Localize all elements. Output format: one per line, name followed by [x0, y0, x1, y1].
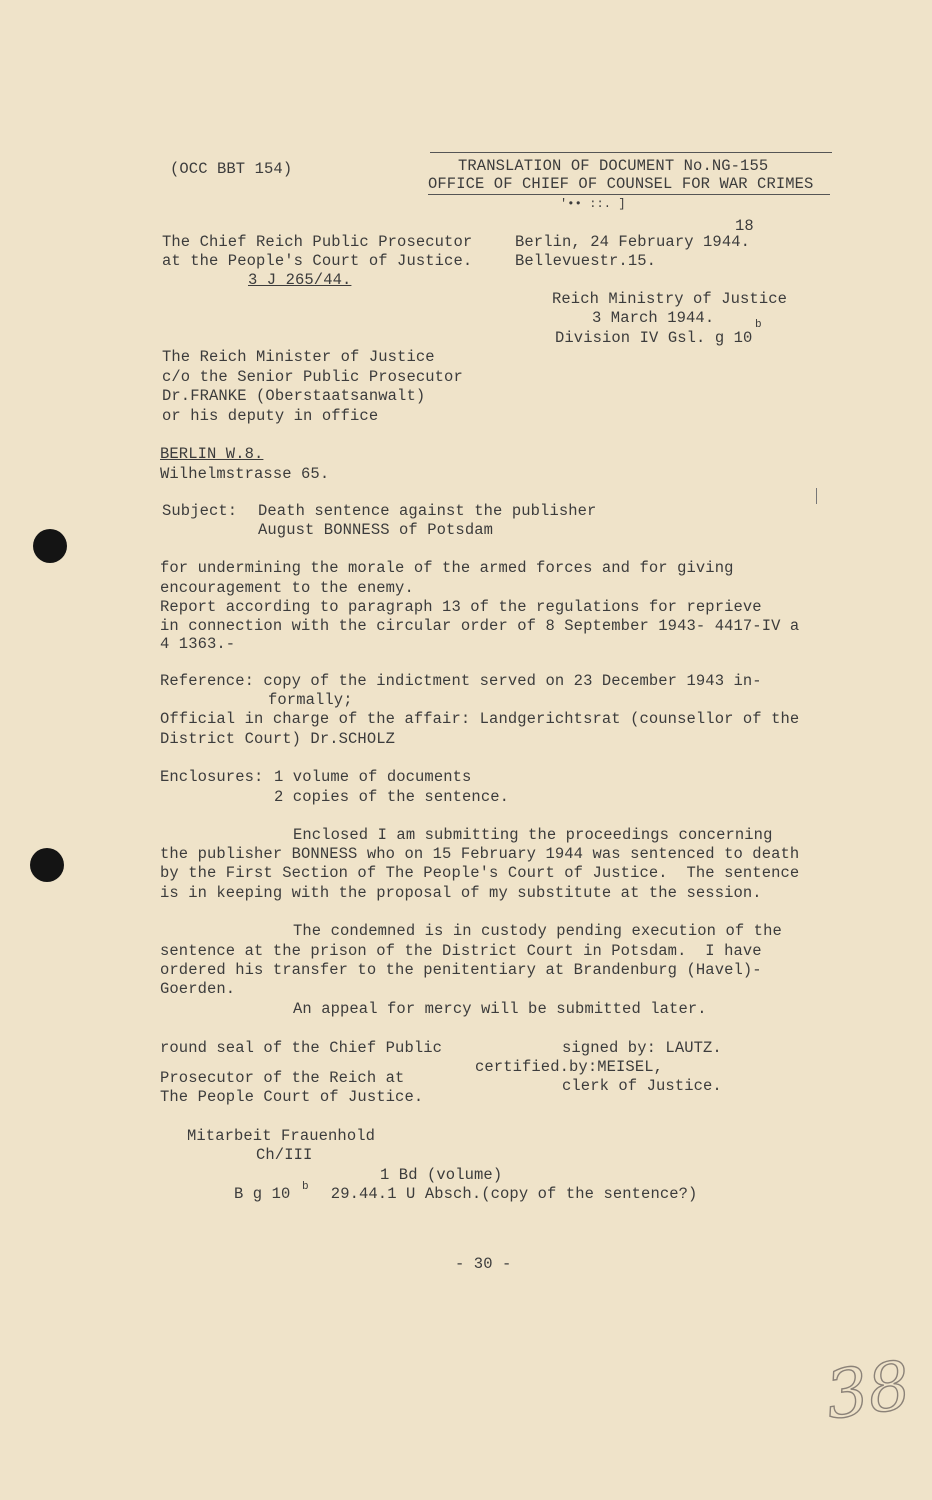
reference-line-2: formally; — [268, 691, 353, 709]
body-p3-line-2: sentence at the prison of the District Court in Potsdam. I have — [160, 942, 762, 960]
body-p2-line-1: Enclosed I am submitting the proceedings concerning — [293, 826, 773, 844]
margin-mark — [816, 488, 817, 504]
note-bg-rest: 29.44.1 U Absch.(copy of the sentence?) — [312, 1185, 698, 1203]
sender-street: Bellevuestr.15. — [515, 252, 657, 270]
header-top-rule — [430, 152, 832, 153]
sender-line-2: at the People's Court of Justice. — [162, 252, 473, 270]
stamp-marks: '•• ::. ] — [560, 197, 626, 211]
body-p2-line-4: is in keeping with the proposal of my substitute at the session. — [160, 884, 762, 902]
body-p1-line-5: 4 1363.- — [160, 635, 236, 653]
signed-by: signed by: LAUTZ. — [562, 1039, 722, 1057]
recipient-street: Wilhelmstrasse 65. — [160, 465, 330, 483]
punch-hole-bottom — [30, 848, 64, 882]
body-p3-line-3: ordered his transfer to the penitentiary at Brandenburg (Havel)- — [160, 961, 762, 979]
subject-line-1: Death sentence against the publisher — [258, 502, 597, 520]
body-p3-line-4: Goerden. — [160, 980, 236, 998]
file-reference: 3 J 265/44. — [248, 271, 352, 289]
ministry-stamp-line-2: 3 March 1944. — [592, 309, 715, 327]
seal-line-1: round seal of the Chief Public — [160, 1039, 443, 1057]
note-bd: 1 Bd (volume) — [380, 1166, 503, 1184]
page-number: - 30 - — [455, 1255, 512, 1273]
day-note: 18 — [735, 217, 754, 235]
body-p3-line-1: The condemned is in custody pending execution of the — [293, 922, 782, 940]
ministry-stamp-line-1: Reich Ministry of Justice — [552, 290, 788, 308]
body-p2-line-3: by the First Section of The People's Court of Justice. The sentence — [160, 864, 800, 882]
ministry-stamp-line-3: Division IV Gsl. g 10 — [555, 329, 753, 347]
note-mitarbeit: Mitarbeit Frauenhold — [187, 1127, 376, 1145]
reference-line-1: Reference: copy of the indictment served on 23 December 1943 in- — [160, 672, 762, 690]
seal-line-3: The People Court of Justice. — [160, 1088, 424, 1106]
body-p1-line-4: in connection with the circular order of 8 September 1943- 4417-IV a — [160, 617, 800, 635]
occ-code: (OCC BBT 154) — [170, 160, 293, 178]
sender-line-1: The Chief Reich Public Prosecutor — [162, 233, 473, 251]
official-line-1: Official in charge of the affair: Landgerichtsrat (counsellor of the — [160, 710, 800, 728]
recipient-line-3: Dr.FRANKE (Oberstaatsanwalt) — [162, 387, 426, 405]
recipient-line-1: The Reich Minister of Justice — [162, 348, 435, 366]
note-bg-prefix: B g 10 — [234, 1185, 291, 1203]
clerk-of-justice: clerk of Justice. — [562, 1077, 722, 1095]
enclosure-1: 1 volume of documents — [274, 768, 472, 786]
body-p1-line-3: Report according to paragraph 13 of the regulations for reprieve — [160, 598, 762, 616]
note-ch: Ch/III — [256, 1146, 313, 1164]
recipient-city: BERLIN W.8. — [160, 445, 264, 463]
recipient-line-4: or his deputy in office — [162, 407, 379, 425]
certified-by: certified.by:MEISEL, — [475, 1058, 664, 1076]
translation-line: TRANSLATION OF DOCUMENT No.NG-155 — [458, 157, 769, 175]
office-line: OFFICE OF CHIEF OF COUNSEL FOR WAR CRIMES — [428, 175, 814, 193]
subject-line-2: August BONNESS of Potsdam — [258, 521, 494, 539]
ministry-stamp-superscript: b — [755, 319, 762, 331]
body-p1-line-1: for undermining the morale of the armed forces and for giving — [160, 559, 734, 577]
body-p4: An appeal for mercy will be submitted later. — [293, 1000, 707, 1018]
enclosure-2: 2 copies of the sentence. — [274, 788, 510, 806]
enclosures-label: Enclosures: — [160, 768, 264, 786]
header-bottom-rule — [428, 194, 830, 195]
seal-line-2: Prosecutor of the Reich at — [160, 1069, 405, 1087]
place-date: Berlin, 24 February 1944. — [515, 233, 751, 251]
body-p1-line-2: encouragement to the enemy. — [160, 579, 414, 597]
official-line-2: District Court) Dr.SCHOLZ — [160, 730, 396, 748]
recipient-line-2: c/o the Senior Public Prosecutor — [162, 368, 463, 386]
note-bg-superscript: b — [302, 1181, 309, 1193]
subject-label: Subject: — [162, 502, 238, 520]
punch-hole-top — [33, 529, 67, 563]
handwritten-page-number: 38 — [821, 1346, 915, 1435]
body-p2-line-2: the publisher BONNESS who on 15 February 1944 was sentenced to death — [160, 845, 800, 863]
